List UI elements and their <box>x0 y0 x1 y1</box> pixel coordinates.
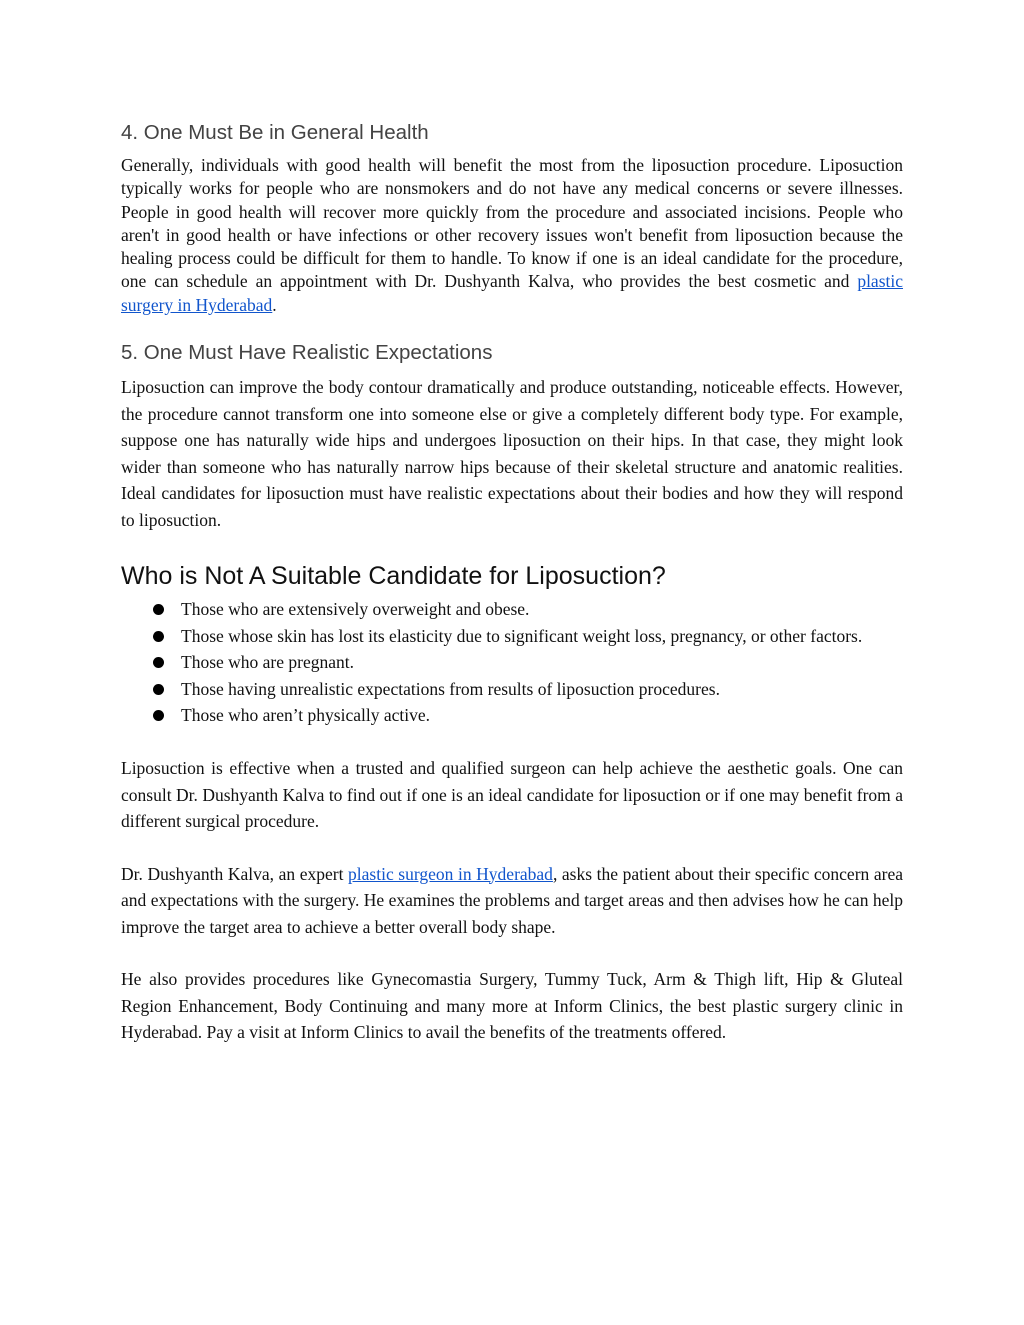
list-item <box>121 649 903 676</box>
closing-paragraph-3: He also provides procedures like Gynecomastia Surgery, Tummy Tuck, Arm & Thigh lift, Hip & Gluteal Region Enhancement, Body Continuing and many more at Inform Clinics, the best plastic surgery clinic in Hyderabad. Pay a visit at Inform Clinics to avail the benefits of the treatments offered. <box>121 969 903 1043</box>
list-item <box>121 596 903 623</box>
not-suitable-list <box>121 596 903 729</box>
list-item <box>121 623 903 650</box>
bullet-icon <box>153 604 164 615</box>
bullet-icon <box>153 631 164 642</box>
list-item-text: Those who aren’t physically active. <box>181 705 430 726</box>
section4-heading: 4. One Must Be in General Health <box>121 121 429 144</box>
bullet-icon <box>153 684 164 695</box>
closing-paragraph-2-text: Dr. Dushyanth Kalva, an expert <box>121 863 349 884</box>
section4-text: Generally, individuals with good health will benefit the most from the liposuction procedure. Liposuction typically works for people who are nonsmokers and do not have any medical concerns or severe illnesses. People in good health will recover more quickly from the procedure and associated incisions. People who aren't in good health or have infections or other recovery issues won't benefit from liposuction because the healing process could be difficult for them to handle. To know if one is an ideal candidate for the procedure, one can schedule an appointment with Dr. Dushyanth Kalva, who provides the best cosmetic and <box>121 155 903 292</box>
section4-text-end: . <box>272 294 277 315</box>
not-suitable-heading: Who is Not A Suitable Candidate for Liposuction? <box>121 562 666 591</box>
bullet-icon <box>153 710 164 721</box>
section5-paragraph: Liposuction can improve the body contour dramatically and produce outstanding, noticeable effects. However, the procedure cannot transform one into someone else or give a completely different body type. For example, suppose one has naturally wide hips and undergoes liposuction on their hips. In that case, they might look wider than someone who has naturally narrow hips because of their skeletal structure and anatomic realities. Ideal candidates for liposuction must have realistic expectations about their bodies and how they will respond to liposuction. <box>121 377 903 530</box>
list-item <box>121 676 903 703</box>
list-item-text: Those whose skin has lost its elasticity due to significant weight loss, pregnancy, or other factors. <box>181 625 863 646</box>
plastic-surgeon-link[interactable]: plastic surgeon in Hyderabad <box>348 863 553 884</box>
plastic-surgery-link[interactable]: plastic surgery in Hyderabad <box>121 271 903 315</box>
list-item-text: Those having unrealistic expectations from results of liposuction procedures. <box>181 678 720 699</box>
section4-paragraph <box>121 154 903 317</box>
bullet-icon <box>153 657 164 668</box>
closing-paragraph-1: Liposuction is effective when a trusted and qualified surgeon can help achieve the aesthetic goals. One can consult Dr. Dushyanth Kalva to find out if one is an ideal candidate for liposuction or if one may benefit from a different surgical procedure. <box>121 758 903 832</box>
closing-paragraph-2-text-end: , asks the patient about their specific concern area and expectations with the surgery. He examines the problems and target areas and then advises how he can help improve the target area to achieve a better overall body shape. <box>121 863 903 937</box>
list-item-text: Those who are extensively overweight and obese. <box>181 599 530 620</box>
list-item-text: Those who are pregnant. <box>181 652 354 673</box>
document-content <box>121 118 903 1046</box>
list-item <box>121 702 903 729</box>
closing-paragraph-2 <box>121 861 903 941</box>
section5-heading: 5. One Must Have Realistic Expectations <box>121 341 493 365</box>
